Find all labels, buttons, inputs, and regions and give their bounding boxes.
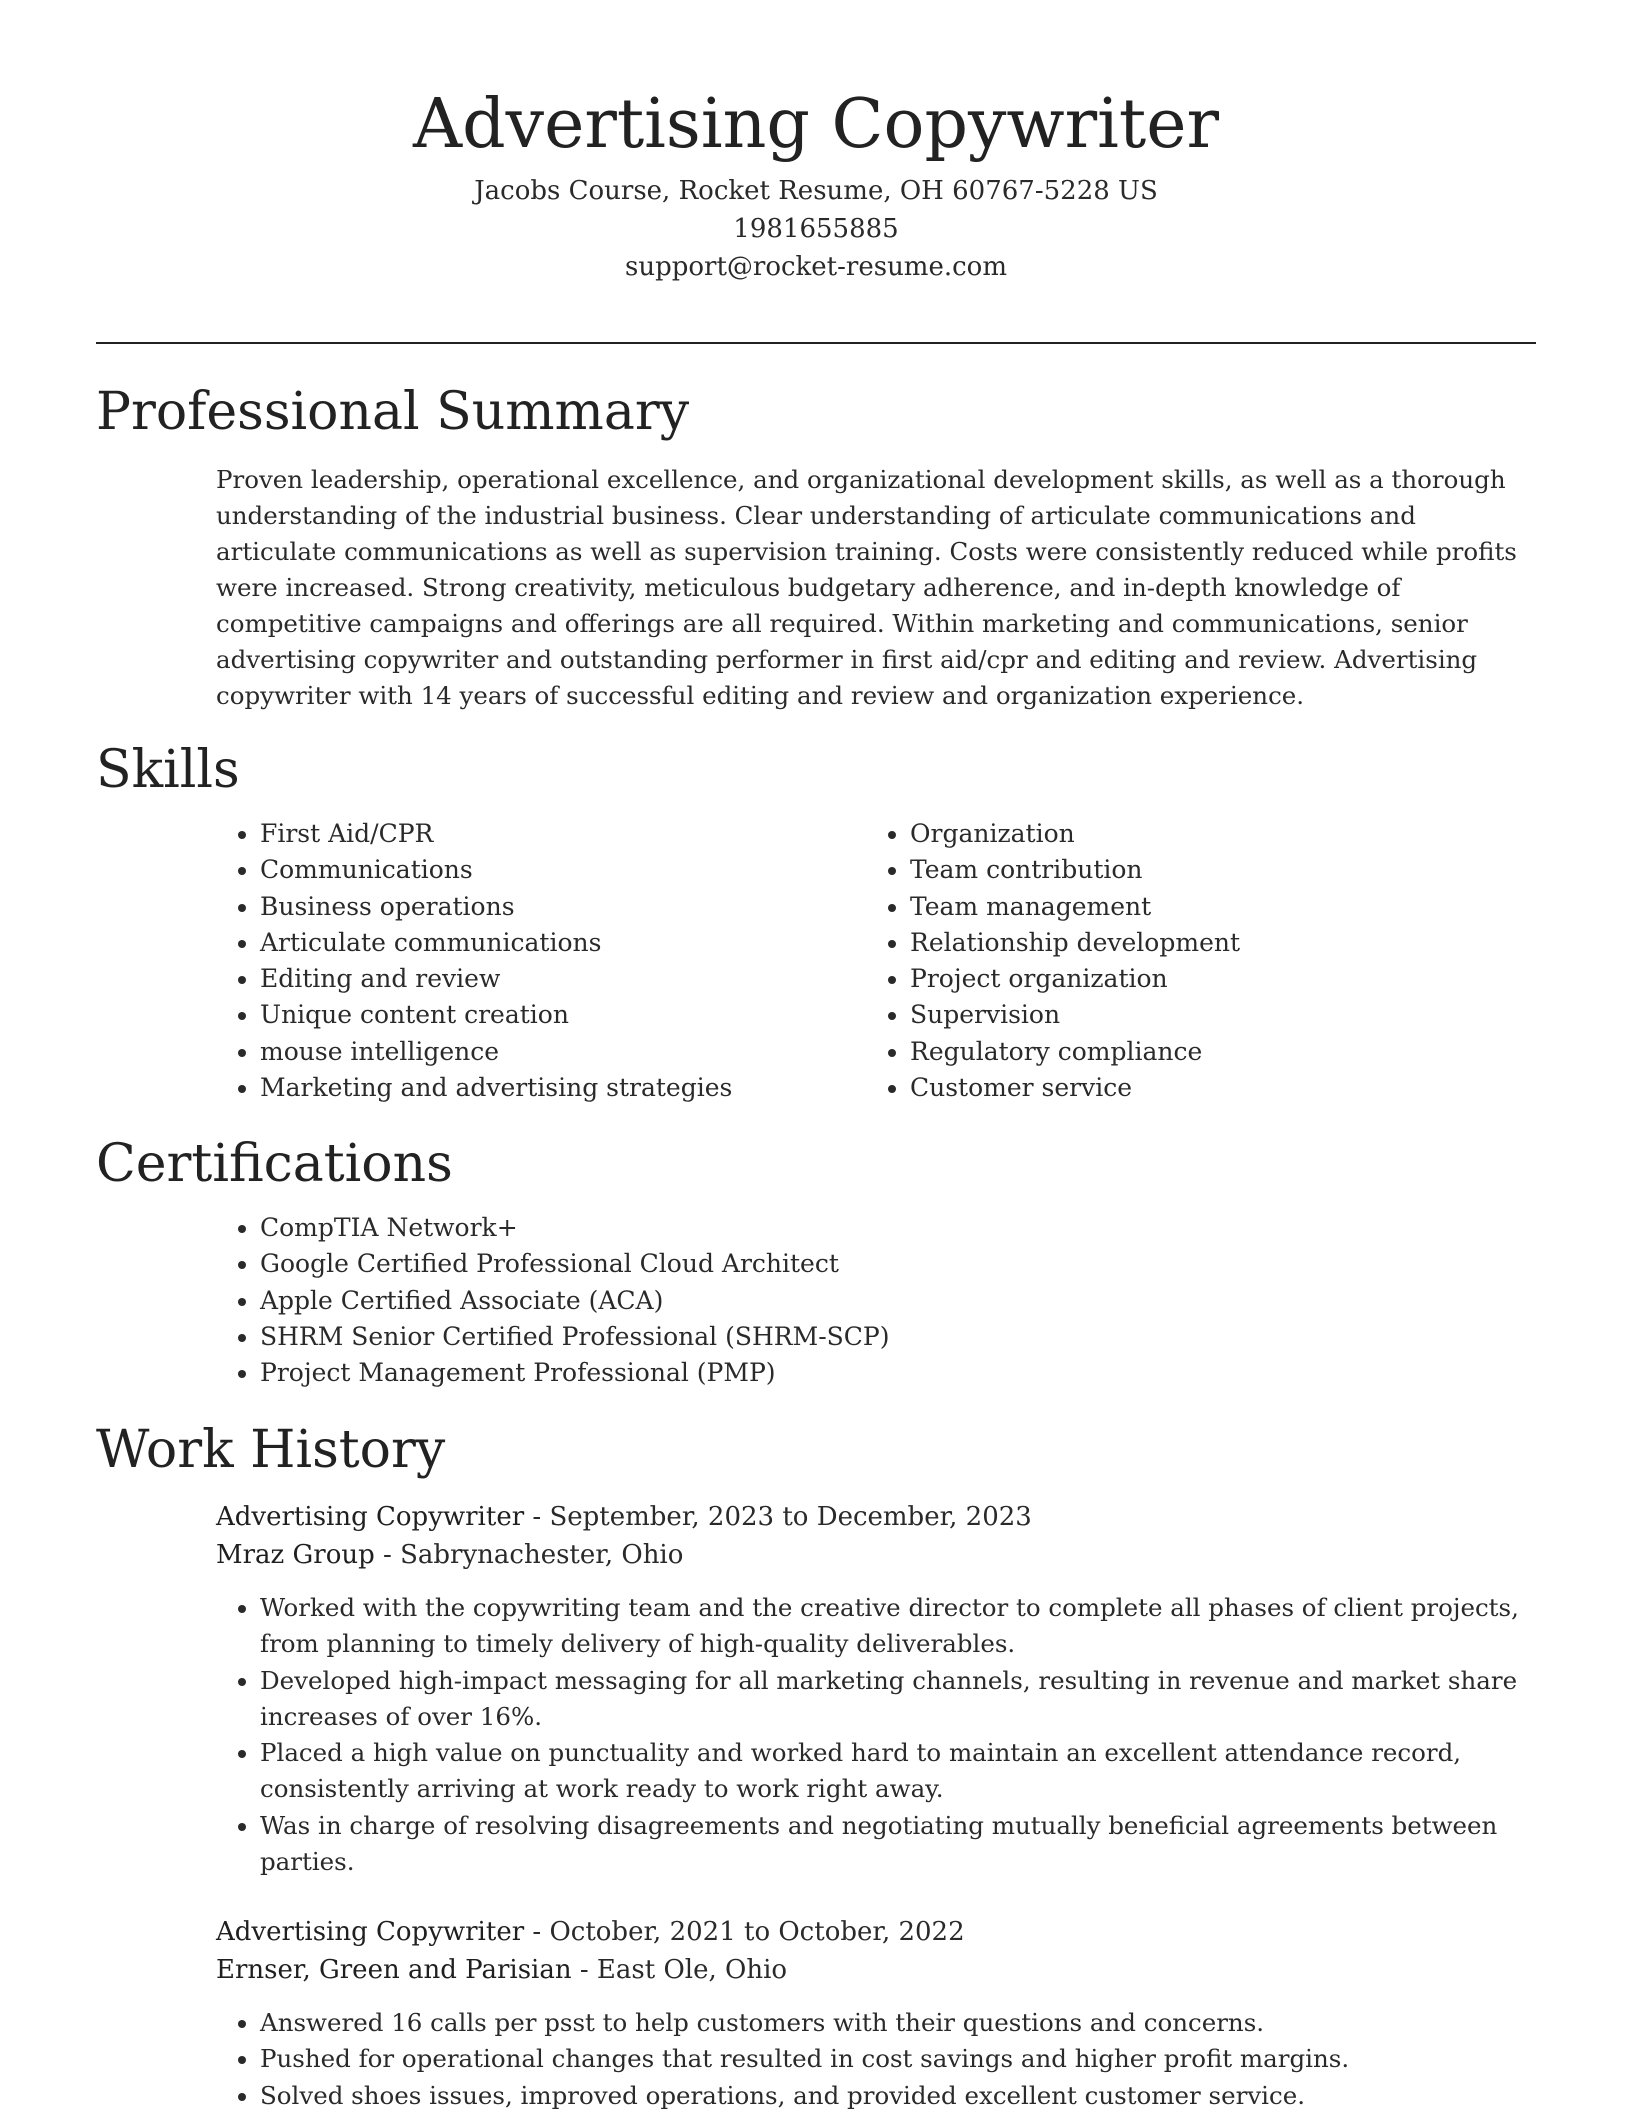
list-item: • SHRM Senior Certified Professional (SHRM-SCP): [260, 1319, 1216, 1355]
list-item: • CompTIA Network+: [260, 1210, 1216, 1246]
work-history-heading: Work History: [96, 1420, 446, 1480]
summary-heading: Professional Summary: [96, 382, 690, 442]
list-item: • Marketing and advertising strategies: [260, 1070, 836, 1106]
list-item: • Worked with the copywriting team and the creative director to complete all phases of client projects, from planning to timely delivery of high-quality deliverables.: [260, 1590, 1536, 1663]
list-item: • Project organization: [910, 961, 1486, 997]
skills-column-right: [866, 816, 1486, 1106]
email-address: support@rocket-resume.com: [624, 252, 1007, 282]
job-title-line: [216, 1498, 1536, 1536]
list-item: • Unique content creation: [260, 997, 836, 1033]
list-item: • Regulatory compliance: [910, 1034, 1486, 1070]
list-item: • Team contribution: [910, 852, 1486, 888]
contact-info: [96, 172, 1536, 286]
job-role: Advertising Copywriter: [216, 1917, 525, 1947]
skills-column-left: [216, 816, 836, 1106]
list-item: • Was in charge of resolving disagreements and negotiating mutually beneficial agreements between parties.: [260, 1808, 1536, 1881]
list-item: • Customer service: [910, 1070, 1486, 1106]
list-item: • Pushed for operational changes that resulted in cost savings and higher profit margins.: [260, 2041, 1536, 2077]
job-company: Mraz Group: [216, 1540, 375, 1570]
job-location: - East Ole, Ohio: [571, 1955, 788, 1985]
job-bullets: [216, 1590, 1536, 1880]
phone-number: 1981655885: [733, 214, 899, 244]
list-item: • Answered 16 calls per psst to help customers with their questions and concerns.: [260, 2005, 1536, 2041]
list-item: • Organization: [910, 816, 1486, 852]
job-company-line: [216, 1536, 1536, 1574]
job-role: Advertising Copywriter: [216, 1502, 525, 1532]
job-company: Ernser, Green and Parisian: [216, 1955, 572, 1985]
job-dates: - September, 2023 to December, 2023: [524, 1502, 1032, 1532]
candidate-name: Advertising Copywriter: [413, 85, 1219, 164]
skills-heading: Skills: [96, 740, 240, 800]
list-item: • Google Certified Professional Cloud Architect: [260, 1246, 1216, 1282]
list-item: • Project Management Professional (PMP): [260, 1355, 1216, 1391]
job-dates: - October, 2021 to October, 2022: [524, 1917, 965, 1947]
header-divider: [96, 342, 1536, 344]
list-item: • Supervision: [910, 997, 1486, 1033]
list-item: • Editing and review: [260, 961, 836, 997]
list-item: • Business operations: [260, 889, 836, 925]
list-item: • Placed a high value on punctuality and worked hard to maintain an excellent attendance record, consistently arriving at work ready to work right away.: [260, 1735, 1536, 1808]
job-title-line: [216, 1913, 1536, 1951]
list-item: • Solved shoes issues, improved operations, and provided excellent customer service.: [260, 2078, 1536, 2114]
summary-text: Proven leadership, operational excellence, and organizational development skills, as well as a thorough understanding of the industrial business. Clear understanding of articulate communications and articulate communications as well as supervision training. Costs were consistently reduced while profits were increased. Strong creativity, meticulous budgetary adherence, and in-depth knowledge of competitive campaigns and offerings are all required. Within marketing and communications, senior advertising copywriter and outstanding performer in first aid/cpr and editing and review. Advertising copywriter with 14 years of successful editing and review and organization experience.: [216, 465, 1517, 710]
list-item: • Communications: [260, 852, 836, 888]
list-item: • Apple Certified Associate (ACA): [260, 1283, 1216, 1319]
list-item: • Team management: [910, 889, 1486, 925]
certifications-list: [216, 1210, 1216, 1391]
skills-list-right: [866, 816, 1486, 1106]
address: Jacobs Course, Rocket Resume, OH 60767-5228 US: [474, 176, 1158, 206]
job-bullets: [216, 2005, 1536, 2114]
resume-header: [96, 82, 1536, 286]
list-item: • First Aid/CPR: [260, 816, 836, 852]
list-item: • Relationship development: [910, 925, 1486, 961]
list-item: • mouse intelligence: [260, 1034, 836, 1070]
list-item: • Developed high-impact messaging for all marketing channels, resulting in revenue and market share increases of over 16%.: [260, 1663, 1536, 1736]
job-location: - Sabrynachester, Ohio: [374, 1540, 684, 1570]
job-entry: [216, 1913, 1536, 2114]
list-item: • Articulate communications: [260, 925, 836, 961]
job-company-line: [216, 1951, 1536, 1989]
certifications-section: [216, 1210, 1216, 1391]
skills-list-left: [216, 816, 836, 1106]
job-entry: [216, 1498, 1536, 1880]
certifications-heading: Certifications: [96, 1134, 453, 1194]
